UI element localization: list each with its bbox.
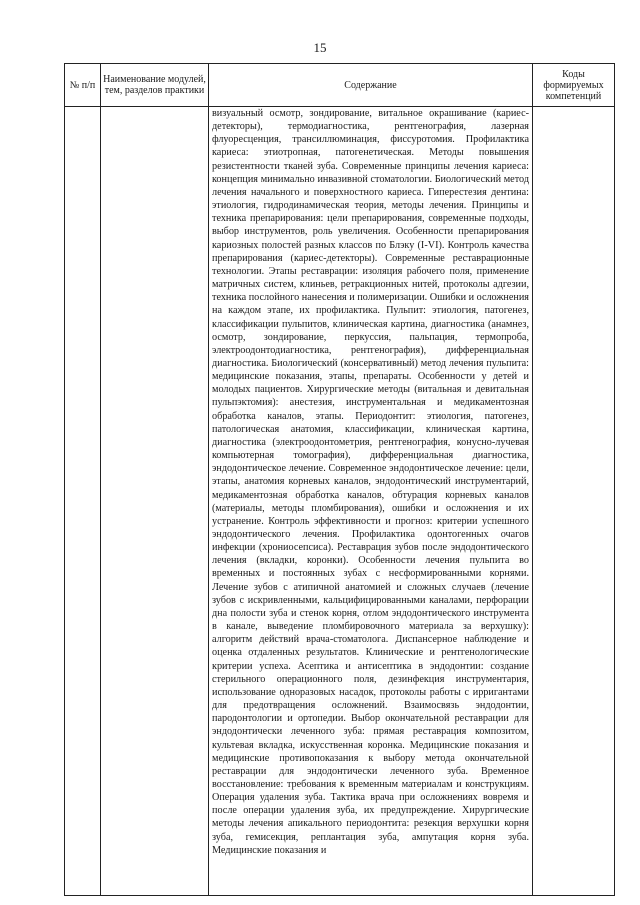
page-number: 15 [313, 40, 327, 55]
header-number: № п/п [65, 64, 101, 107]
content-text: визуальный осмотр, зондирование, витальное окрашивание (кариес-детекторы), термодиагностика, рентгенография, лазерная флуоресценция, трансиллюминация, фиссуротомия. Профилактика кариеса: этиотропная, патогенетическая. Методы повышения резистентности тканей зуба. Современные принципы лечения кариеса: концепция минимально инвазивной стоматологии. Биологический метод лечения начального и поверхностного кариеса. Гиперестезия дентина: этиология, гидродинамическая теория, методы лечения. Принципы и техника препарирования: цели препарирования, современные подходы, выбор инструментов, роль увеличения. Особенности препарирования кариозных полостей разных классов по Блэку (I-VI). Контроль качества препарирования (кариес-детекторы). Современные реставрационные технологии. Этапы реставрации: изоляция рабочего поля, применение матричных систем, клиньев, ретракционных нитей, протоколы адгезии, техника послойного нанесения и полимеризации. Ошибки и осложнения на каждом этапе, их профилактика. Пульпит: этиология, патогенез, классификации пульпитов, клиническая картина, диагностика (анамнез, осмотр, зондирование, перкуссия, пальпация, термопроба, электроодонтодиагностика, рентгенография), дифференциальная диагностика. Биологический (консервативный) метод лечения пульпита: медицинские показания, этапы, препараты. Особенности у детей и молодых пациентов. Хирургические методы (витальная и девитальная пульпэктомия): анестезия, инструментальная и медикаментозная обработка каналов, этапы. Периодонтит: этиология, патогенез, патологическая анатомия, классификации, клиническая картина, диагностика (электроодонтометрия, рентгенография, конусно-лучевая компьютерная томография), дифференциальная диагностика, эндодонтическое лечение. Современное эндодонтическое лечение: цели, этапы, анатомия корневых каналов, эндодонтический инструментарий, медикаментозная обработка каналов, обтурация корневых каналов (материалы, методы пломбирования), ошибки и осложнения и их устранение. Контроль эффективности и прогноз: критерии успешного эндодонтического лечения. Профилактика одонтогенных очагов инфекции (хрониосепсиса). Реставрация зубов после эндодонтического лечения (вкладки, коронки). Особенности лечения пульпита во временных и постоянных зубах с несформированными корнями. Лечение зубов с атипичной анатомией и сложных случаев (лечение зубов с искривленными, кальцифицированными каналами, перфорации дна полости зуба и стенок корня, отлом эндодонтического инструмента в канале, выведение пломбировочного материала за верхушку): алгоритм действий врача-стоматолога. Диспансерное наблюдение и оценка отдаленных результатов. Клинические и рентгенологические критерии успеха. Асептика и антисептика в эндодонтии: создание стерильного операционного поля, дезинфекция инструментария, использование одноразовых насадок, протоколы работы с ирригантами для предотвращения осложнений. Взаимосвязь эндодонтии, пародонтологии и ортопедии. Выбор окончательной реставрации для эндодонтически леченного зуба: прямая реставрация композитом, культевая вкладка, искусственная коронка. Медицинские показания и медицинские противопоказания к выбору метода окончательной реставрации для эндодонтически леченного зуба. Временное восстановление: требования к временным материалам и конструкциям. Операция удаления зуба. Тактика врача при осложнениях вовремя и после операции удаления зуба, их предупреждение. Хирургические методы лечения апикального периодонтита: резекция верхушки корня зуба, гемисекция, реплантация зуба, ампутация корня зуба. Медицинские показания и [212, 108, 529, 856]
header-competence-codes: Коды формируемых компетенций [533, 64, 615, 107]
cell-module-name [101, 107, 209, 896]
cell-number [65, 107, 101, 896]
curriculum-table [64, 63, 615, 896]
table-header-row [65, 64, 615, 107]
cell-competence-codes [533, 107, 615, 896]
header-content: Содержание [209, 64, 533, 107]
table-row [65, 107, 615, 896]
cell-content [209, 107, 533, 896]
header-module-name: Наименование модулей, тем, разделов практики [101, 64, 209, 107]
